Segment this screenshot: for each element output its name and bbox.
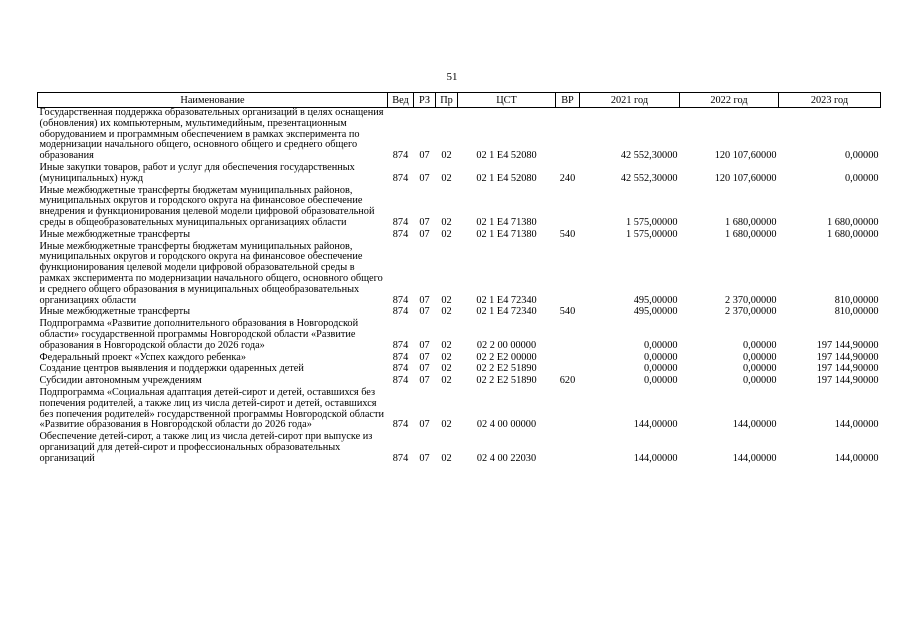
row-amount-2022: 120 107,60000: [714, 150, 777, 162]
row-amount-2022: 144,00000: [732, 419, 777, 431]
row-amount-2022: 0,00000: [743, 351, 777, 363]
header-vr: ВР: [556, 93, 580, 108]
row-name: Обеспечение детей-сирот, а также лиц из числа детей-сирот при выпуске из организаций для детей-сирот и профессиональных образовательных организаций: [39, 431, 373, 464]
table-header: [38, 93, 881, 108]
row-amount-2021: 0,00000: [644, 351, 678, 363]
row-vr: [556, 242, 580, 308]
row-cst: 02 2 E2 51890: [476, 363, 537, 375]
row-amount-2023: 1 680,00000: [827, 228, 879, 240]
table-row: [38, 186, 881, 230]
row-vr: [556, 319, 580, 352]
header-2023: 2023 год: [779, 93, 881, 108]
row-ved: 874: [392, 216, 409, 228]
budget-table: [37, 92, 881, 466]
row-amount-2023: 810,00000: [834, 294, 879, 306]
row-cst: 02 1 E4 72340: [476, 294, 537, 306]
row-rz: 07: [419, 375, 430, 387]
row-amount-2021: 42 552,30000: [620, 172, 678, 184]
row-ved: 874: [392, 363, 409, 375]
row-amount-2021: 495,00000: [633, 294, 678, 306]
row-rz: 07: [419, 228, 430, 240]
page-number: 51: [446, 71, 458, 83]
row-amount-2023: 197 144,90000: [816, 339, 879, 351]
header-ved: Вед: [388, 93, 414, 108]
row-ved: 874: [392, 375, 409, 387]
row-amount-2022: 1 680,00000: [725, 228, 777, 240]
row-amount-2022: 0,00000: [743, 363, 777, 375]
row-pr: 02: [441, 339, 452, 351]
header-2021: 2021 год: [580, 93, 680, 108]
row-pr: 02: [441, 375, 452, 387]
row-cst: 02 2 00 00000: [476, 339, 537, 351]
row-rz: 07: [419, 363, 430, 375]
row-pr: 02: [441, 419, 452, 431]
row-name: Иные межбюджетные трансферты: [39, 306, 191, 318]
row-amount-2021: 0,00000: [644, 339, 678, 351]
row-cst: 02 2 E2 00000: [476, 351, 537, 363]
row-vr: 540: [559, 228, 576, 240]
table-row: [38, 230, 881, 242]
row-vr: 240: [559, 172, 576, 184]
row-rz: 07: [419, 351, 430, 363]
table-body: [38, 108, 881, 466]
row-vr: [556, 186, 580, 230]
row-ved: 874: [392, 294, 409, 306]
row-pr: 02: [441, 150, 452, 162]
table-row: [38, 319, 881, 352]
row-ved: 874: [392, 351, 409, 363]
header-rz: РЗ: [414, 93, 436, 108]
row-pr: 02: [441, 363, 452, 375]
row-ved: 874: [392, 150, 409, 162]
row-amount-2022: 120 107,60000: [714, 172, 777, 184]
row-name: Государственная поддержка образовательных организаций в целях оснащения (обновления) их компьютерным, мультимедийным, презентационным оборудованием и программным обеспечением в рамках эксперимента по модернизации начального общего, основного общего и среднего общего образования: [39, 107, 384, 162]
row-cst: 02 1 E4 71380: [476, 228, 537, 240]
row-amount-2021: 144,00000: [633, 452, 678, 464]
row-amount-2021: 144,00000: [633, 419, 678, 431]
row-ved: 874: [392, 339, 409, 351]
row-rz: 07: [419, 294, 430, 306]
row-amount-2023: 810,00000: [834, 306, 879, 318]
row-name: Субсидии автономным учреждениям: [39, 375, 202, 387]
row-pr: 02: [441, 306, 452, 318]
row-rz: 07: [419, 419, 430, 431]
row-vr: 620: [559, 375, 576, 387]
row-vr: 540: [559, 306, 576, 318]
row-amount-2021: 1 575,00000: [626, 228, 678, 240]
row-amount-2022: 144,00000: [732, 452, 777, 464]
row-ved: 874: [392, 452, 409, 464]
row-name: Иные закупки товаров, работ и услуг для обеспечения государственных (муниципальных) нужд: [39, 161, 355, 184]
row-amount-2022: 1 680,00000: [725, 216, 777, 228]
row-amount-2023: 0,00000: [845, 150, 879, 162]
row-cst: 02 1 E4 52080: [476, 150, 537, 162]
row-cst: 02 1 E4 71380: [476, 216, 537, 228]
row-pr: 02: [441, 172, 452, 184]
row-rz: 07: [419, 452, 430, 464]
row-pr: 02: [441, 228, 452, 240]
table-row: [38, 163, 881, 186]
row-rz: 07: [419, 172, 430, 184]
row-pr: 02: [441, 294, 452, 306]
header-name: Наименование: [38, 93, 388, 108]
table-row: [38, 242, 881, 308]
row-name: Создание центров выявления и поддержки одаренных детей: [39, 363, 304, 375]
header-2022: 2022 год: [680, 93, 779, 108]
row-pr: 02: [441, 452, 452, 464]
row-rz: 07: [419, 306, 430, 318]
row-cst: 02 1 E4 52080: [476, 172, 537, 184]
row-amount-2022: 0,00000: [743, 339, 777, 351]
row-ved: 874: [392, 306, 409, 318]
row-pr: 02: [441, 351, 452, 363]
table-row: [38, 108, 881, 163]
row-amount-2023: 197 144,90000: [816, 351, 879, 363]
row-rz: 07: [419, 216, 430, 228]
row-ved: 874: [392, 419, 409, 431]
row-cst: 02 2 E2 51890: [476, 375, 537, 387]
row-amount-2023: 144,00000: [834, 452, 879, 464]
row-vr: [556, 108, 580, 163]
header-pr: Пр: [436, 93, 458, 108]
row-amount-2021: 1 575,00000: [626, 216, 678, 228]
row-name: Иные межбюджетные трансферты бюджетам муниципальных районов, муниципальных округов и городского округа на финансовое обеспечение функционирования целевой модели цифровой образовательной среды в рамках эксперимента по модернизации начального общего, основного общего и среднего общего образования в муниципальных общеобразовательных организациях области: [39, 240, 383, 306]
row-amount-2022: 2 370,00000: [725, 306, 777, 318]
row-cst: 02 1 E4 72340: [476, 306, 537, 318]
row-pr: 02: [441, 216, 452, 228]
row-cst: 02 4 00 22030: [476, 452, 537, 464]
row-amount-2023: 1 680,00000: [827, 216, 879, 228]
row-amount-2022: 0,00000: [743, 375, 777, 387]
row-amount-2021: 0,00000: [644, 375, 678, 387]
row-name: Иные межбюджетные трансферты бюджетам муниципальных районов, муниципальных округов и городского округа на финансовое обеспечение внедрения и функционирования целевой модели цифровой образовательной среды в общеобразовательных муниципальных организациях области: [39, 184, 375, 228]
row-vr: [556, 353, 580, 365]
row-name: Иные межбюджетные трансферты: [39, 228, 191, 240]
header-cst: ЦСТ: [458, 93, 556, 108]
table-row: [38, 432, 881, 465]
row-rz: 07: [419, 339, 430, 351]
row-name: Подпрограмма «Социальная адаптация детей-сирот и детей, оставшихся без попечения родителей, а также лиц из числа детей-сирот и детей, оставшихся без попечения родителей» государственной программы Новгородской области «Развитие образования в Новгородской области до 2026 года»: [39, 386, 385, 431]
row-vr: [556, 432, 580, 465]
row-amount-2023: 197 144,90000: [816, 363, 879, 375]
row-cst: 02 4 00 00000: [476, 419, 537, 431]
row-amount-2023: 197 144,90000: [816, 375, 879, 387]
row-amount-2022: 2 370,00000: [725, 294, 777, 306]
table-row: [38, 388, 881, 432]
row-amount-2021: 495,00000: [633, 306, 678, 318]
row-amount-2021: 0,00000: [644, 363, 678, 375]
row-name: Подпрограмма «Развитие дополнительного образования в Новгородской области» государственной программы Новгородской области «Развитие образования в Новгородской области до 2026 года»: [39, 318, 359, 351]
row-ved: 874: [392, 172, 409, 184]
row-amount-2021: 42 552,30000: [620, 150, 678, 162]
row-ved: 874: [392, 228, 409, 240]
row-rz: 07: [419, 150, 430, 162]
row-amount-2023: 0,00000: [845, 172, 879, 184]
row-name: Федеральный проект «Успех каждого ребенка»: [39, 351, 246, 363]
row-amount-2023: 144,00000: [834, 419, 879, 431]
row-vr: [556, 388, 580, 432]
